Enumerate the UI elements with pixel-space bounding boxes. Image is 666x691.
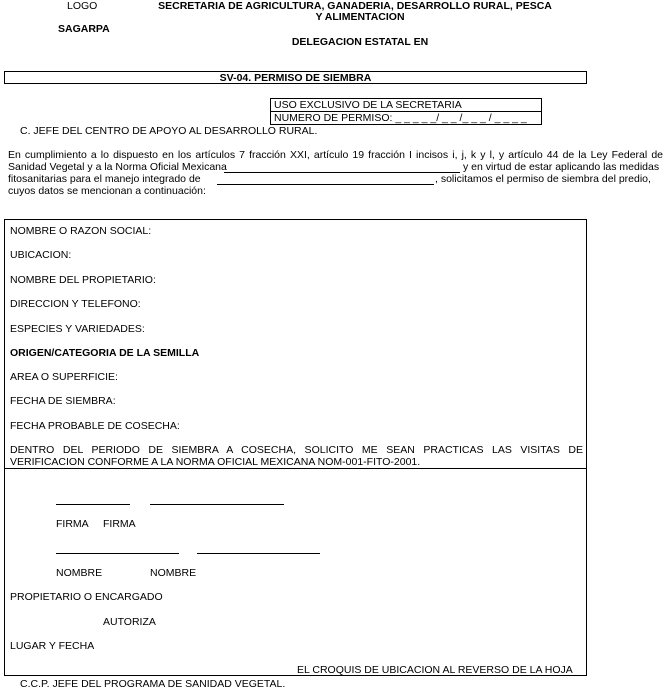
intro-line-2b: y en virtud de estar aplicando las medidas (463, 161, 660, 173)
field-especies-variedades[interactable]: ESPECIES Y VARIEDADES: (10, 323, 145, 335)
intro-line-3b: , solicitamos el permiso de siembra del predio, (435, 173, 651, 185)
declaration-line-1: DENTRO DEL PERIODO DE SIEMBRA A COSECHA, SOLICITO ME SEAN PRACTICAS LAS VISITAS DE (10, 444, 583, 456)
intro-line-1: En cumplimiento a lo dispuesto en los artículos 7 fracción XXI, artículo 19 fracción I incisos i, j, k y l, y artículo 44 de la Ley Federal de (8, 149, 663, 161)
secretaria-line-1: SECRETARIA DE AGRICULTURA, GANADERIA, DESARROLLO RURAL, PESCA (158, 0, 552, 12)
intro-line-4: cuyos datos se mencionan a continuación: (8, 185, 206, 197)
nombre-label-2: NOMBRE (150, 567, 197, 579)
declaration-line-2: VERIFICACION CONFORME A LA NORMA OFICIAL MEXICANA NOM-001-FITO-2001. (10, 456, 421, 468)
lugar-fecha-label[interactable]: LUGAR Y FECHA (10, 640, 95, 652)
ccp-line: C.C.P. JEFE DEL PROGRAMA DE SANIDAD VEGETAL. (20, 678, 286, 690)
secretaria-line-2: Y ALIMENTACION (315, 11, 405, 23)
intro-line-2a: Sanidad Vegetal y a la Norma Oficial Mexicana (8, 161, 227, 173)
field-direccion-telefono[interactable]: DIRECCION Y TELEFONO: (10, 298, 141, 310)
logo-placeholder: LOGO (67, 0, 98, 12)
nombre-label-1: NOMBRE (56, 567, 103, 579)
form-title-bar (4, 71, 587, 84)
exclusive-use-box (270, 98, 542, 125)
field-origen-categoria[interactable]: ORIGEN/CATEGORIA DE LA SEMILLA (10, 347, 200, 359)
org-name: SAGARPA (58, 23, 110, 35)
norma-blank-line[interactable] (224, 172, 460, 173)
firma-line-2[interactable] (150, 504, 284, 505)
signature-box (4, 468, 587, 676)
firma-line-1[interactable] (56, 504, 130, 505)
field-fecha-siembra[interactable]: FECHA DE SIEMBRA: (10, 395, 116, 407)
field-nombre-propietario[interactable]: NOMBRE DEL PROPIETARIO: (10, 274, 156, 286)
exclusive-use-label: USO EXCLUSIVO DE LA SECRETARIA (274, 99, 462, 111)
field-ubicacion[interactable]: UBICACION: (10, 249, 72, 261)
form-title: SV-04. PERMISO DE SIEMBRA (219, 72, 372, 84)
permit-number-field[interactable]: NUMERO DE PERMISO: _ _ _ _ _/ _ _ /_ _ _ / _ _ _ _ (274, 112, 527, 124)
delegacion-label: DELEGACION ESTATAL EN (291, 36, 429, 48)
propietario-label: PROPIETARIO O ENCARGADO (10, 591, 163, 603)
field-nombre-razon-social[interactable]: NOMBRE O RAZON SOCIAL: (10, 225, 152, 237)
intro-line-3a: fitosanitarias para el manejo integrado de (8, 173, 201, 185)
addressee: C. JEFE DEL CENTRO DE APOYO AL DESARROLLO RURAL. (20, 125, 318, 137)
field-area-superficie[interactable]: AREA O SUPERFICIE: (10, 371, 118, 383)
nombre-line-2[interactable] (197, 553, 320, 554)
field-fecha-cosecha[interactable]: FECHA PROBABLE DE COSECHA: (10, 420, 180, 432)
firma-label-1: FIRMA (56, 518, 89, 530)
firma-label-2: FIRMA (103, 518, 136, 530)
autoriza-label: AUTORIZA (103, 616, 156, 628)
croquis-note: EL CROQUIS DE UBICACION AL REVERSO DE LA HOJA (297, 664, 573, 676)
nombre-line-1[interactable] (56, 553, 179, 554)
predio-data-box (4, 219, 587, 469)
manejo-blank-line[interactable] (217, 184, 434, 185)
